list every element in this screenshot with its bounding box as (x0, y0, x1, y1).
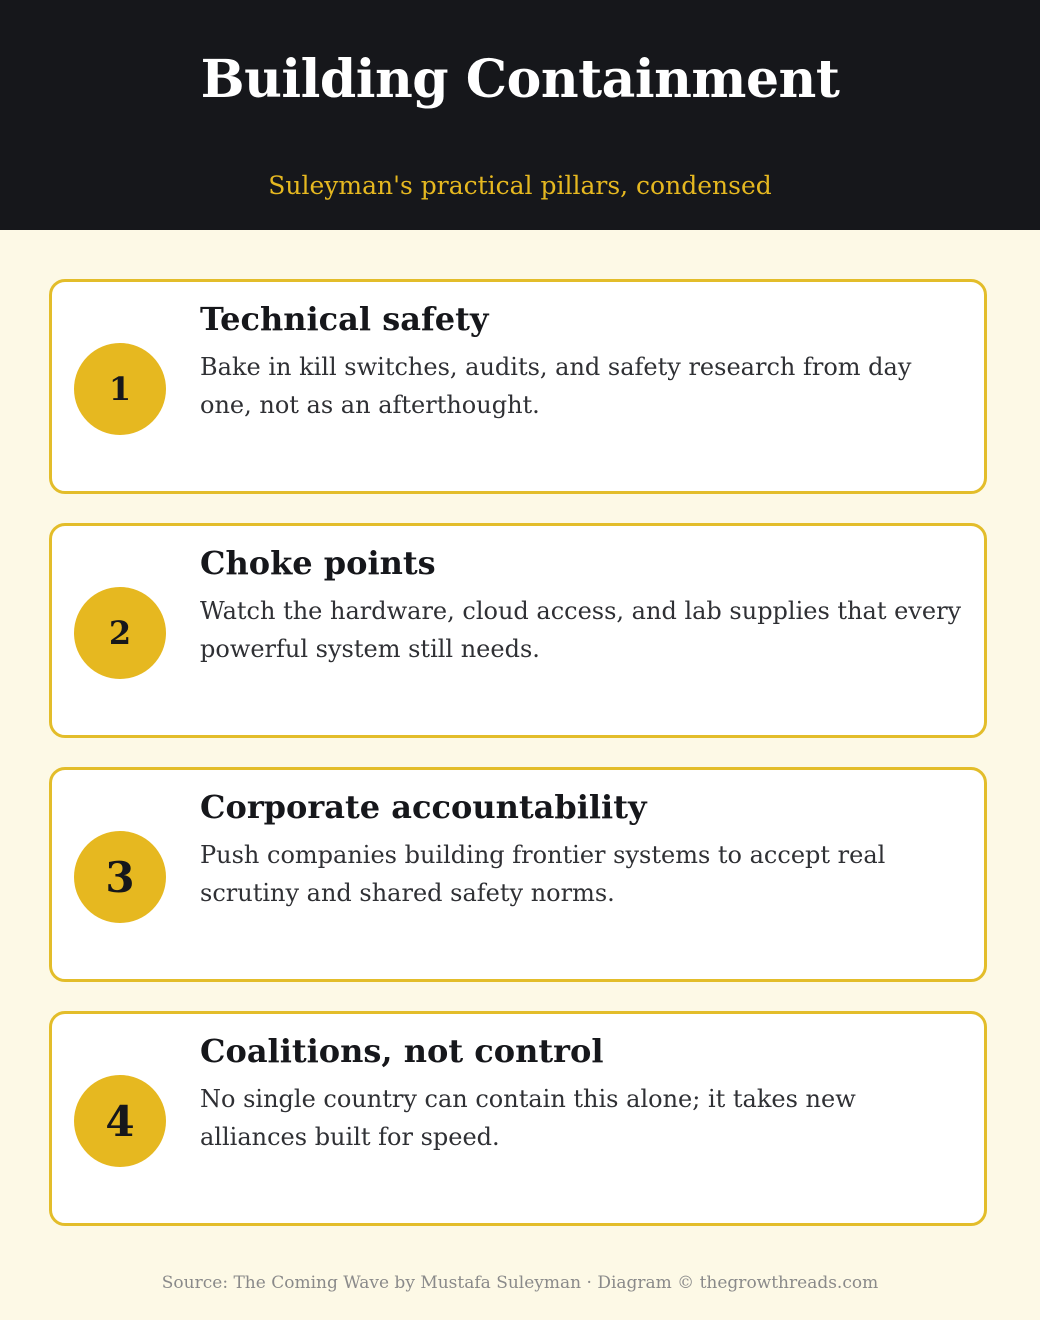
pillar-card-technical-safety (49, 279, 987, 494)
header-banner (0, 0, 1040, 230)
pillar-description: Push companies building frontier systems to accept real scrutiny and shared safety norms. (200, 841, 886, 907)
number-badge: 3 (74, 831, 166, 923)
source-footer: Source: The Coming Wave by Mustafa Suleyman · Diagram © thegrowthreads.com (161, 1273, 879, 1293)
pillar-description: Watch the hardware, cloud access, and lab supplies that every powerful system still needs. (200, 597, 962, 663)
pillar-title: Technical safety (200, 300, 489, 338)
pillar-description: Bake in kill switches, audits, and safety research from day one, not as an afterthought. (200, 353, 912, 419)
pillar-title: Choke points (200, 544, 436, 582)
pillar-card-coalitions (49, 1011, 987, 1226)
number-badge: 1 (74, 343, 166, 435)
pillar-card-choke-points (49, 523, 987, 738)
page-title: Building Containment (200, 49, 840, 110)
pillar-title: Coalitions, not control (200, 1032, 604, 1070)
pillar-title: Corporate accountability (200, 788, 647, 826)
pillar-description: No single country can contain this alone; it takes new alliances built for speed. (200, 1085, 856, 1151)
number-badge: 2 (74, 587, 166, 679)
pillar-card-corporate-accountability (49, 767, 987, 982)
page-subtitle: Suleyman's practical pillars, condensed (268, 171, 772, 200)
number-badge: 4 (74, 1075, 166, 1167)
